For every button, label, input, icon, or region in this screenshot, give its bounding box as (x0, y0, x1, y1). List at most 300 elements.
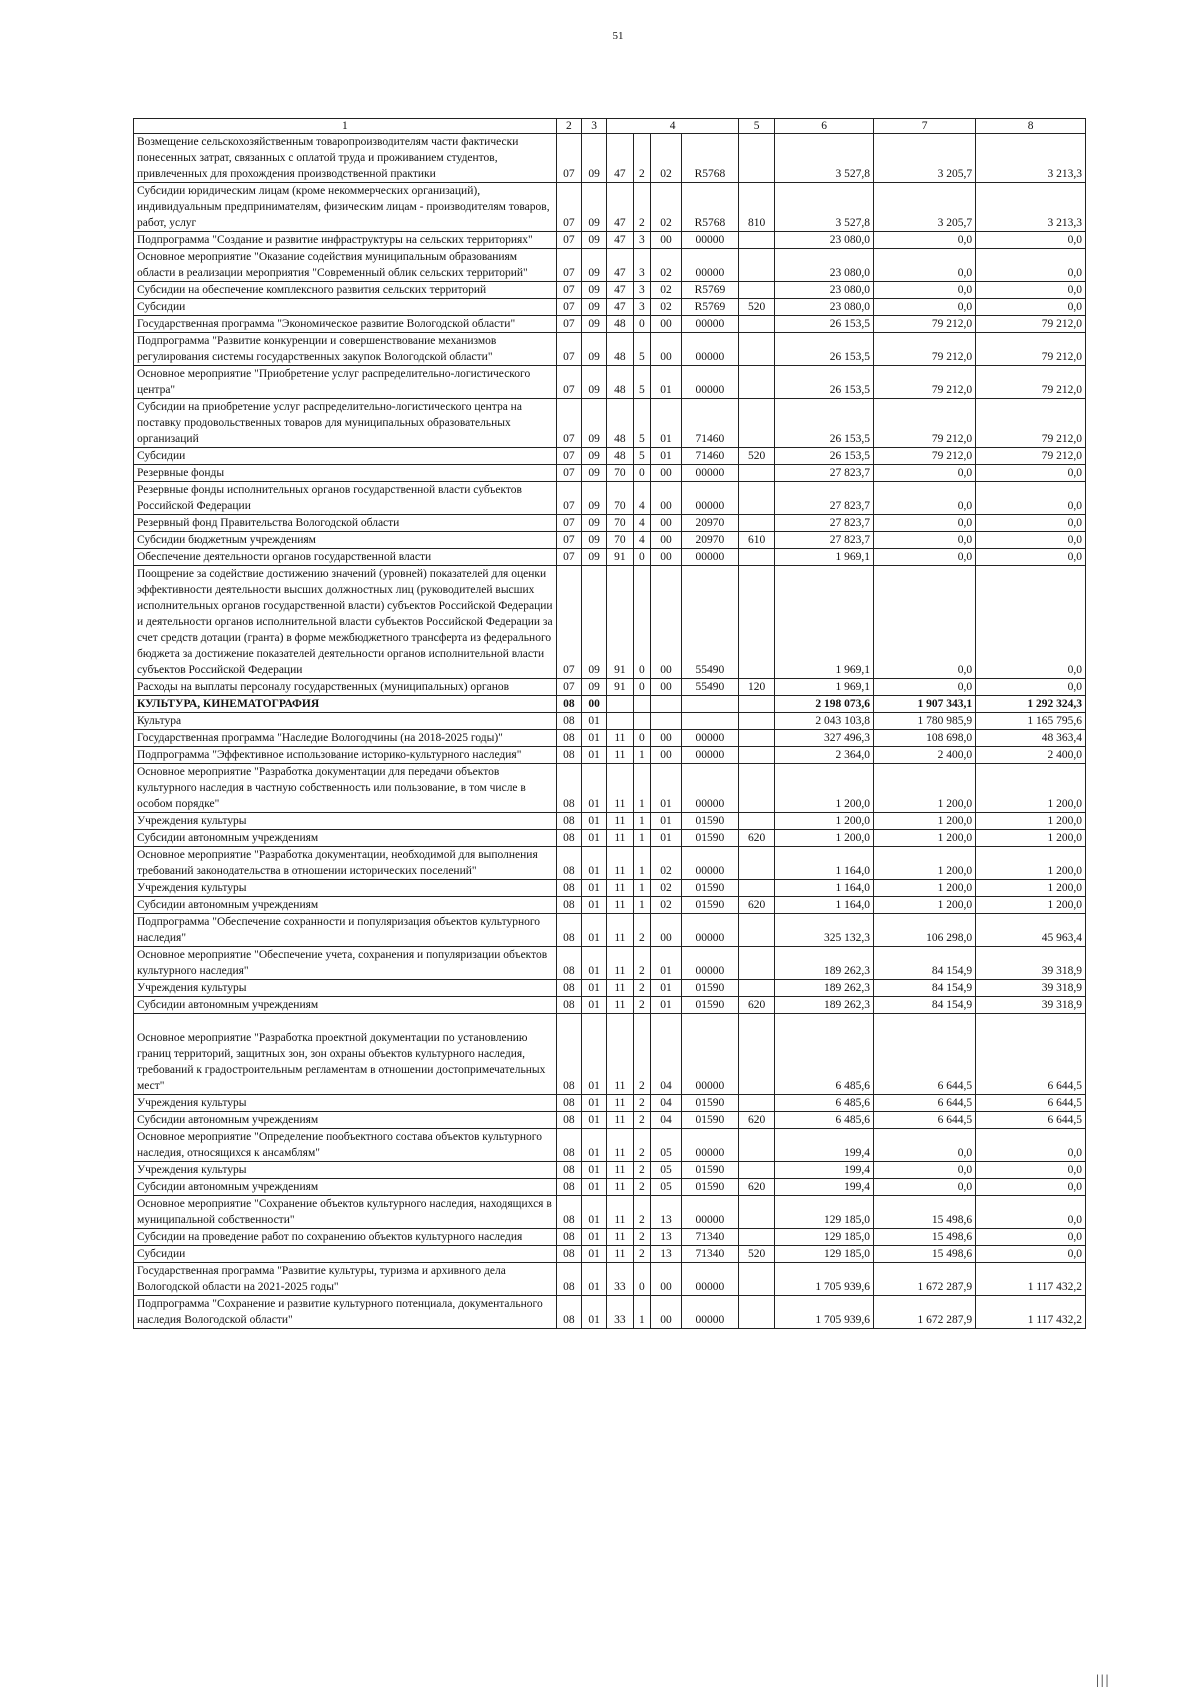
row-value-cell: R5768 (681, 134, 738, 183)
row-value-cell: 5 (633, 399, 651, 448)
row-value-cell: 08 (556, 830, 581, 847)
row-value-cell: 11 (607, 730, 633, 747)
row-value-cell: 01 (581, 1095, 606, 1112)
row-value-cell: 6 644,5 (874, 1095, 976, 1112)
row-value-cell: 09 (581, 333, 606, 366)
row-value-cell: 11 (607, 813, 633, 830)
row-value-cell: 520 (738, 1246, 774, 1263)
row-value-cell (738, 764, 774, 813)
row-value-cell: 11 (607, 764, 633, 813)
row-value-cell: 70 (607, 532, 633, 549)
row-value-cell: 00 (651, 482, 682, 515)
row-value-cell: 05 (651, 1162, 682, 1179)
row-value-cell: 0,0 (976, 515, 1086, 532)
row-value-cell: R5768 (681, 183, 738, 232)
row-value-cell: 20970 (681, 515, 738, 532)
row-name-cell: Резервные фонды исполнительных органов государственной власти субъектов Российской Федерации (134, 482, 557, 515)
row-value-cell (738, 1196, 774, 1229)
row-value-cell: 1 (633, 830, 651, 847)
row-value-cell: 91 (607, 679, 633, 696)
row-value-cell: 1 292 324,3 (976, 696, 1086, 713)
row-value-cell: 08 (556, 1095, 581, 1112)
row-value-cell: 1 200,0 (874, 897, 976, 914)
row-value-cell: 4 (633, 515, 651, 532)
row-value-cell: 13 (651, 1246, 682, 1263)
row-value-cell: 1 200,0 (775, 813, 874, 830)
row-value-cell: 01 (581, 914, 606, 947)
row-value-cell (738, 1162, 774, 1179)
row-value-cell: 0 (633, 730, 651, 747)
row-value-cell: 2 (633, 1162, 651, 1179)
header-cell: 7 (874, 119, 976, 134)
row-value-cell: 47 (607, 183, 633, 232)
row-value-cell (738, 813, 774, 830)
row-name-cell: Субсидии на приобретение услуг распределительно-логистического центра на поставку продовольственных товаров для муниципальных образовательных организаций (134, 399, 557, 448)
row-value-cell: 00 (651, 1296, 682, 1329)
row-value-cell: 07 (556, 183, 581, 232)
row-value-cell: 01 (581, 747, 606, 764)
row-value-cell: 08 (556, 997, 581, 1014)
row-value-cell: 01 (581, 1162, 606, 1179)
row-value-cell: 0 (633, 566, 651, 679)
row-value-cell: 11 (607, 997, 633, 1014)
row-value-cell: 09 (581, 183, 606, 232)
row-value-cell: 0 (633, 316, 651, 333)
row-value-cell: 71460 (681, 399, 738, 448)
row-value-cell: 15 498,6 (874, 1246, 976, 1263)
row-value-cell: 00 (651, 566, 682, 679)
row-value-cell: 3 (633, 282, 651, 299)
row-value-cell: 91 (607, 549, 633, 566)
scan-edge-marks: ||| (1096, 1673, 1111, 1688)
row-value-cell: 1 200,0 (775, 764, 874, 813)
row-value-cell: 11 (607, 980, 633, 997)
row-value-cell: 01 (581, 997, 606, 1014)
row-name-cell: Подпрограмма "Развитие конкуренции и совершенствование механизмов регулирования системы государственных закупок Вологодской области" (134, 333, 557, 366)
row-value-cell: 70 (607, 465, 633, 482)
row-value-cell: 1 (633, 847, 651, 880)
row-value-cell (738, 730, 774, 747)
page-number: 51 (612, 30, 624, 42)
table-row (134, 1179, 1086, 1196)
row-value-cell: 01 (651, 830, 682, 847)
table-row (134, 566, 1086, 679)
row-value-cell: 07 (556, 566, 581, 679)
row-value-cell: 00000 (681, 914, 738, 947)
row-value-cell: 07 (556, 532, 581, 549)
row-value-cell: 00000 (681, 730, 738, 747)
row-value-cell: 1 (633, 880, 651, 897)
row-value-cell: 0,0 (874, 282, 976, 299)
row-value-cell: 11 (607, 747, 633, 764)
row-value-cell: 1 117 432,2 (976, 1263, 1086, 1296)
row-value-cell: 2 400,0 (976, 747, 1086, 764)
row-value-cell (738, 1229, 774, 1246)
row-value-cell: 1 (633, 813, 651, 830)
row-value-cell: 01590 (681, 997, 738, 1014)
row-value-cell: 08 (556, 1129, 581, 1162)
row-value-cell: 189 262,3 (775, 997, 874, 1014)
header-cell: 8 (976, 119, 1086, 134)
table-row (134, 333, 1086, 366)
row-value-cell (681, 696, 738, 713)
row-value-cell: 129 185,0 (775, 1229, 874, 1246)
row-value-cell: 04 (651, 1095, 682, 1112)
row-value-cell: 79 212,0 (976, 333, 1086, 366)
row-value-cell: 01 (581, 1129, 606, 1162)
row-value-cell: 00 (651, 549, 682, 566)
row-value-cell: 20970 (681, 532, 738, 549)
header-cell: 2 (556, 119, 581, 134)
row-value-cell: 02 (651, 299, 682, 316)
row-value-cell: 15 498,6 (874, 1229, 976, 1246)
row-value-cell: 79 212,0 (874, 366, 976, 399)
row-value-cell (681, 713, 738, 730)
row-name-cell: Основное мероприятие "Сохранение объектов культурного наследия, находящихся в муниципальной собственности" (134, 1196, 557, 1229)
row-value-cell: 1 200,0 (874, 830, 976, 847)
table-row (134, 713, 1086, 730)
row-value-cell: 08 (556, 1263, 581, 1296)
row-value-cell: 09 (581, 366, 606, 399)
table-row (134, 183, 1086, 232)
row-value-cell: 0,0 (874, 249, 976, 282)
row-value-cell: 05 (651, 1179, 682, 1196)
table-row (134, 134, 1086, 183)
row-value-cell: 09 (581, 515, 606, 532)
table-row (134, 1162, 1086, 1179)
row-value-cell: 11 (607, 1196, 633, 1229)
row-value-cell: 26 153,5 (775, 399, 874, 448)
row-value-cell: 199,4 (775, 1162, 874, 1179)
row-value-cell: 08 (556, 713, 581, 730)
row-value-cell: 01 (581, 847, 606, 880)
row-value-cell: 0 (633, 465, 651, 482)
row-value-cell: 09 (581, 299, 606, 316)
row-value-cell: 09 (581, 232, 606, 249)
table-row (134, 947, 1086, 980)
row-value-cell: 91 (607, 566, 633, 679)
row-value-cell: 0,0 (874, 532, 976, 549)
row-value-cell: 00 (651, 914, 682, 947)
row-value-cell (738, 696, 774, 713)
row-value-cell (738, 316, 774, 333)
row-value-cell: 01 (581, 880, 606, 897)
row-value-cell: 3 205,7 (874, 183, 976, 232)
row-value-cell: 27 823,7 (775, 482, 874, 515)
row-value-cell: 325 132,3 (775, 914, 874, 947)
row-value-cell: 3 (633, 232, 651, 249)
table-row (134, 232, 1086, 249)
row-value-cell: 6 644,5 (874, 1014, 976, 1095)
row-value-cell: 0,0 (874, 679, 976, 696)
row-value-cell: 11 (607, 1129, 633, 1162)
row-value-cell: 01 (581, 713, 606, 730)
row-value-cell: 1 164,0 (775, 847, 874, 880)
row-value-cell: 08 (556, 696, 581, 713)
row-name-cell: Субсидии автономным учреждениям (134, 997, 557, 1014)
table-row (134, 1229, 1086, 1246)
row-value-cell: 71460 (681, 448, 738, 465)
row-value-cell: 07 (556, 134, 581, 183)
row-value-cell: 00000 (681, 1014, 738, 1095)
header-cell: 5 (738, 119, 774, 134)
row-value-cell (738, 914, 774, 947)
row-value-cell: 00000 (681, 249, 738, 282)
row-value-cell: 00000 (681, 549, 738, 566)
row-value-cell (738, 980, 774, 997)
row-value-cell: 2 (633, 1095, 651, 1112)
row-value-cell: 08 (556, 847, 581, 880)
row-value-cell: 48 (607, 316, 633, 333)
row-value-cell (738, 1296, 774, 1329)
row-value-cell: 3 527,8 (775, 183, 874, 232)
row-value-cell: 0,0 (874, 1129, 976, 1162)
row-value-cell: 79 212,0 (976, 316, 1086, 333)
row-value-cell: 620 (738, 1179, 774, 1196)
table-row (134, 1095, 1086, 1112)
row-value-cell: 01 (581, 1263, 606, 1296)
row-name-cell: Учреждения культуры (134, 1162, 557, 1179)
header-cell: 3 (581, 119, 606, 134)
table-row (134, 448, 1086, 465)
row-value-cell: R5769 (681, 282, 738, 299)
row-value-cell: 2 (633, 947, 651, 980)
row-value-cell: 08 (556, 1112, 581, 1129)
row-value-cell: 2 364,0 (775, 747, 874, 764)
row-value-cell: 02 (651, 847, 682, 880)
row-value-cell: 07 (556, 399, 581, 448)
row-name-cell: Подпрограмма "Эффективное использование историко-культурного наследия" (134, 747, 557, 764)
row-value-cell: 520 (738, 299, 774, 316)
row-value-cell (738, 249, 774, 282)
row-value-cell: 11 (607, 1229, 633, 1246)
row-value-cell: 01 (581, 947, 606, 980)
row-value-cell: 1 969,1 (775, 679, 874, 696)
row-value-cell: 0,0 (874, 566, 976, 679)
row-value-cell: 79 212,0 (874, 399, 976, 448)
row-value-cell: 2 043 103,8 (775, 713, 874, 730)
row-value-cell: 1 200,0 (976, 764, 1086, 813)
row-value-cell: 3 (633, 299, 651, 316)
row-value-cell: 1 (633, 1296, 651, 1329)
row-value-cell: 23 080,0 (775, 282, 874, 299)
row-name-cell: Основное мероприятие "Разработка документации, необходимой для выполнения требований законодательства в отношении исторических поселений" (134, 847, 557, 880)
row-value-cell: 3 527,8 (775, 134, 874, 183)
row-value-cell (607, 713, 633, 730)
row-name-text: Основное мероприятие "Разработка проектной документации по установлению границ территорий, защитных зон, зон охраны объектов культурного наследия, требований к градостроительным регламентам в отношении достопримечательных мест" (137, 1032, 546, 1092)
row-value-cell: 189 262,3 (775, 947, 874, 980)
row-value-cell: 0,0 (976, 1162, 1086, 1179)
table-row (134, 465, 1086, 482)
row-value-cell: 23 080,0 (775, 249, 874, 282)
row-value-cell: 00 (651, 747, 682, 764)
row-value-cell: R5769 (681, 299, 738, 316)
row-value-cell: 07 (556, 679, 581, 696)
row-value-cell: 07 (556, 515, 581, 532)
row-value-cell (738, 134, 774, 183)
row-value-cell: 1 672 287,9 (874, 1296, 976, 1329)
table-row (134, 880, 1086, 897)
row-value-cell: 01 (581, 813, 606, 830)
row-value-cell: 1 200,0 (976, 813, 1086, 830)
row-value-cell: 07 (556, 232, 581, 249)
row-value-cell: 0,0 (976, 1246, 1086, 1263)
row-value-cell: 26 153,5 (775, 366, 874, 399)
row-value-cell: 1 907 343,1 (874, 696, 976, 713)
row-value-cell: 01590 (681, 880, 738, 897)
row-value-cell: 09 (581, 566, 606, 679)
row-value-cell: 45 963,4 (976, 914, 1086, 947)
row-name-cell: Возмещение сельскохозяйственным товаропроизводителям части фактически понесенных затрат, связанных с оплатой труда и проживанием студентов, привлеченных для прохождения производственной практики (134, 134, 557, 183)
row-value-cell: 6 485,6 (775, 1014, 874, 1095)
row-value-cell: 1 969,1 (775, 549, 874, 566)
row-name-cell: Субсидии автономным учреждениям (134, 1112, 557, 1129)
row-value-cell: 01 (651, 366, 682, 399)
row-name-cell: Учреждения культуры (134, 813, 557, 830)
row-value-cell: 79 212,0 (976, 366, 1086, 399)
row-value-cell (738, 947, 774, 980)
row-value-cell: 01590 (681, 1179, 738, 1196)
row-value-cell: 620 (738, 830, 774, 847)
row-value-cell: 120 (738, 679, 774, 696)
row-name-cell: Субсидии автономным учреждениям (134, 1179, 557, 1196)
row-value-cell: 0,0 (976, 549, 1086, 566)
row-value-cell: 1 200,0 (775, 830, 874, 847)
row-name-cell: Основное мероприятие "Определение пообъектного состава объектов культурного наследия, относящихся к ансамблям" (134, 1129, 557, 1162)
row-value-cell: 11 (607, 1246, 633, 1263)
row-value-cell: 00000 (681, 1129, 738, 1162)
table-row (134, 914, 1086, 947)
row-value-cell: 0,0 (874, 1179, 976, 1196)
row-value-cell: 2 400,0 (874, 747, 976, 764)
row-value-cell: 0,0 (976, 532, 1086, 549)
row-name-cell: Субсидии на обеспечение комплексного развития сельских территорий (134, 282, 557, 299)
row-value-cell: 79 212,0 (976, 399, 1086, 448)
row-value-cell (738, 465, 774, 482)
row-value-cell: 70 (607, 482, 633, 515)
row-value-cell: 01 (651, 448, 682, 465)
row-value-cell: 00000 (681, 1296, 738, 1329)
row-value-cell (651, 696, 682, 713)
row-value-cell: 01 (581, 897, 606, 914)
row-value-cell: 09 (581, 134, 606, 183)
row-value-cell: 4 (633, 482, 651, 515)
row-value-cell: 07 (556, 465, 581, 482)
row-value-cell: 620 (738, 897, 774, 914)
table-row (134, 1296, 1086, 1329)
row-value-cell: 108 698,0 (874, 730, 976, 747)
row-value-cell: 6 485,6 (775, 1112, 874, 1129)
table-row (134, 696, 1086, 713)
row-value-cell: 2 (633, 914, 651, 947)
row-value-cell: 2 (633, 997, 651, 1014)
budget-table (133, 118, 1086, 1329)
row-name-cell: Субсидии бюджетным учреждениям (134, 532, 557, 549)
row-value-cell: 08 (556, 980, 581, 997)
table-row (134, 747, 1086, 764)
table-row (134, 532, 1086, 549)
row-value-cell: 01 (581, 764, 606, 813)
row-value-cell: 47 (607, 232, 633, 249)
row-value-cell: 3 213,3 (976, 183, 1086, 232)
row-value-cell: 2 (633, 1112, 651, 1129)
header-cell: 1 (134, 119, 557, 134)
row-value-cell: 2 (633, 1014, 651, 1095)
row-value-cell: 0,0 (976, 465, 1086, 482)
row-value-cell: 11 (607, 1014, 633, 1095)
row-value-cell: 0,0 (976, 282, 1086, 299)
row-value-cell: 01 (581, 1196, 606, 1229)
row-value-cell: 3 (633, 249, 651, 282)
row-value-cell: 129 185,0 (775, 1246, 874, 1263)
row-value-cell (651, 713, 682, 730)
table-row (134, 282, 1086, 299)
row-value-cell: 07 (556, 299, 581, 316)
row-value-cell: 13 (651, 1229, 682, 1246)
row-value-cell: 610 (738, 532, 774, 549)
row-value-cell: 27 823,7 (775, 532, 874, 549)
row-value-cell: 55490 (681, 566, 738, 679)
row-value-cell: 26 153,5 (775, 448, 874, 465)
row-value-cell: 00 (651, 679, 682, 696)
row-value-cell: 79 212,0 (874, 448, 976, 465)
row-value-cell: 00000 (681, 333, 738, 366)
row-value-cell: 11 (607, 1162, 633, 1179)
row-value-cell: 0,0 (874, 299, 976, 316)
row-value-cell: 2 (633, 183, 651, 232)
row-value-cell: 09 (581, 465, 606, 482)
row-value-cell: 70 (607, 515, 633, 532)
row-value-cell: 27 823,7 (775, 465, 874, 482)
row-value-cell: 1 200,0 (976, 897, 1086, 914)
row-value-cell: 0 (633, 1263, 651, 1296)
row-value-cell: 07 (556, 366, 581, 399)
row-value-cell: 07 (556, 249, 581, 282)
row-value-cell: 0,0 (976, 1129, 1086, 1162)
row-value-cell: 23 080,0 (775, 299, 874, 316)
table-row (134, 549, 1086, 566)
row-value-cell: 02 (651, 249, 682, 282)
row-value-cell: 1 117 432,2 (976, 1296, 1086, 1329)
row-value-cell: 48 (607, 366, 633, 399)
row-name-cell: Культура (134, 713, 557, 730)
row-value-cell: 48 (607, 448, 633, 465)
table-row (134, 1129, 1086, 1162)
row-value-cell (738, 232, 774, 249)
row-value-cell: 01 (651, 813, 682, 830)
row-value-cell: 5 (633, 333, 651, 366)
row-name-cell: Субсидии (134, 299, 557, 316)
row-value-cell: 09 (581, 532, 606, 549)
row-value-cell: 08 (556, 813, 581, 830)
row-value-cell: 07 (556, 482, 581, 515)
row-value-cell: 71340 (681, 1229, 738, 1246)
row-value-cell: 6 485,6 (775, 1095, 874, 1112)
row-value-cell: 05 (651, 1129, 682, 1162)
row-value-cell: 01 (581, 1112, 606, 1129)
row-value-cell (738, 1129, 774, 1162)
table-row (134, 830, 1086, 847)
row-value-cell: 71340 (681, 1246, 738, 1263)
row-value-cell: 48 363,4 (976, 730, 1086, 747)
table-row (134, 399, 1086, 448)
row-value-cell (738, 1095, 774, 1112)
row-value-cell: 47 (607, 249, 633, 282)
row-value-cell: 26 153,5 (775, 333, 874, 366)
row-value-cell: 08 (556, 730, 581, 747)
row-value-cell: 1 200,0 (874, 847, 976, 880)
row-value-cell: 15 498,6 (874, 1196, 976, 1229)
